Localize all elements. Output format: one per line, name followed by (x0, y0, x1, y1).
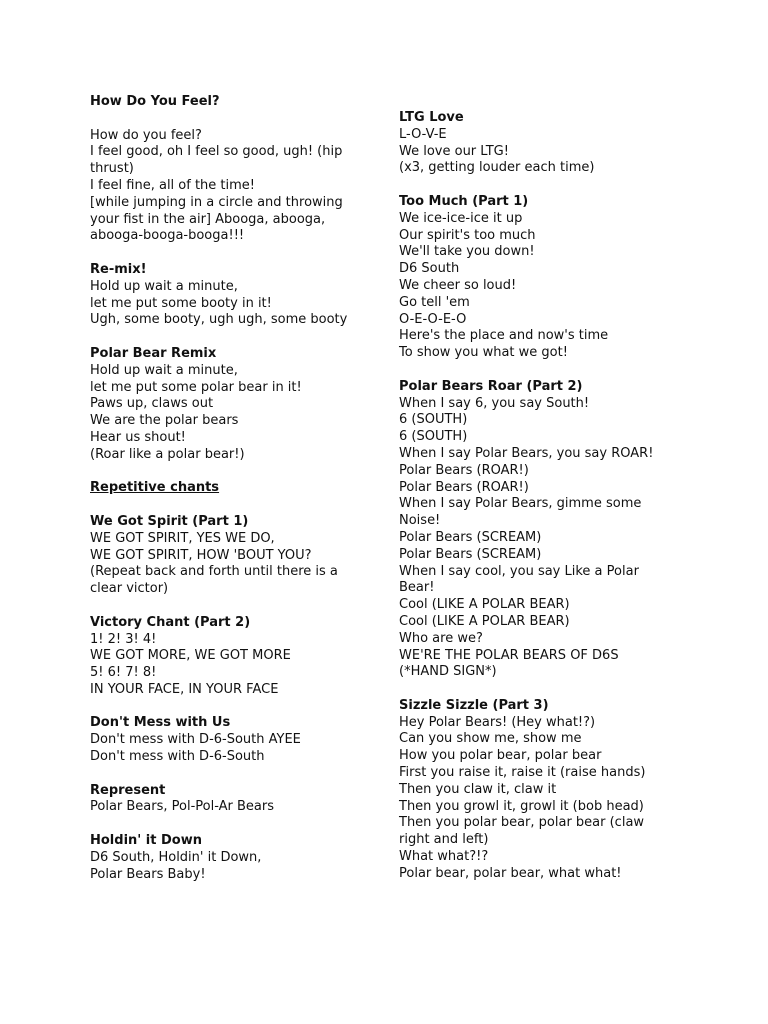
lyric-line: Hear us shout! (90, 429, 186, 445)
lyric-line: WE GOT SPIRIT, YES WE DO, (90, 530, 275, 546)
lyric-line: What what?!? (399, 849, 489, 865)
lyric-line: Ugh, some booty, ugh ugh, some booty (90, 312, 348, 328)
lyric-line: I feel good, oh I feel so good, ugh! (hip (90, 144, 343, 160)
section-title-how-do-you-feel: How Do You Feel? (90, 94, 220, 109)
lyric-line: Who are we? (399, 630, 483, 646)
lyric-line: Hey Polar Bears! (Hey what!?) (399, 714, 596, 730)
lyric-line: Paws up, claws out (90, 396, 214, 412)
lyric-line: D6 South, Holdin' it Down, (90, 849, 262, 865)
lyric-line: Hold up wait a minute, (90, 278, 238, 294)
lyric-line: right and left) (399, 832, 489, 848)
lyric-line: 6 (SOUTH) (399, 429, 468, 445)
lyric-line: Polar Bears Baby! (90, 866, 206, 882)
section-title-holdin-it-down: Holdin' it Down (90, 833, 202, 849)
lyric-line: To show you what we got! (399, 345, 568, 361)
section-title-we-got-spirit: We Got Spirit (Part 1) (90, 513, 249, 529)
lyric-line: WE GOT SPIRIT, HOW 'BOUT YOU? (90, 547, 312, 563)
lyric-line: 5! 6! 7! 8! (90, 665, 157, 681)
lyric-line: WE GOT MORE, WE GOT MORE (90, 648, 291, 664)
lyric-line: When I say Polar Bears, you say ROAR! (399, 445, 654, 461)
lyric-line: clear victor) (90, 581, 169, 597)
lyric-line: When I say cool, you say Like a Polar (399, 563, 639, 579)
section-title-sizzle-sizzle: Sizzle Sizzle (Part 3) (399, 697, 549, 713)
lyric-line: Polar Bears (SCREAM) (399, 529, 542, 545)
lyric-line: abooga-booga-booga!!! (90, 228, 245, 244)
lyric-line: Noise! (399, 513, 441, 529)
lyric-line: How you polar bear, polar bear (399, 748, 602, 764)
right-column (399, 110, 669, 883)
section-title-represent: Represent (90, 782, 166, 798)
lyric-line: 6 (SOUTH) (399, 412, 468, 428)
lyric-line: Cool (LIKE A POLAR BEAR) (399, 613, 570, 629)
section-title-too-much: Too Much (Part 1) (399, 193, 529, 209)
section-title-ltg-love: LTG Love (399, 110, 464, 125)
lyric-line: let me put some booty in it! (90, 295, 272, 311)
lyric-line: let me put some polar bear in it! (90, 379, 302, 395)
lyric-line: Then you growl it, growl it (bob head) (399, 798, 644, 814)
lyric-line: Our spirit's too much (399, 227, 536, 243)
lyric-line: your fist in the air] Abooga, abooga, (90, 211, 326, 227)
lyric-line: WE'RE THE POLAR BEARS OF D6S (399, 647, 619, 663)
lyric-line: When I say 6, you say South! (399, 395, 590, 411)
lyric-line: L-O-V-E (399, 126, 447, 142)
lyric-line: Don't mess with D-6-South AYEE (90, 732, 301, 748)
lyric-line: Then you claw it, claw it (399, 781, 557, 797)
lyric-line: Polar Bears (ROAR!) (399, 479, 529, 495)
lyric-line: Here's the place and now's time (399, 328, 609, 344)
lyric-line: Bear! (399, 580, 435, 596)
lyric-line: (Repeat back and forth until there is a (90, 564, 338, 580)
lyric-line: thrust) (90, 161, 134, 177)
section-title-polar-bears-roar: Polar Bears Roar (Part 2) (399, 378, 583, 394)
lyric-line: Polar Bears (SCREAM) (399, 546, 542, 562)
lyric-line: Cool (LIKE A POLAR BEAR) (399, 597, 570, 613)
lyric-line: Polar bear, polar bear, what what! (399, 865, 622, 881)
lyric-line: Then you polar bear, polar bear (claw (399, 815, 645, 831)
lyric-line: Polar Bears (ROAR!) (399, 462, 529, 478)
lyric-line: [while jumping in a circle and throwing (90, 194, 343, 210)
lyric-line: We love our LTG! (399, 143, 509, 159)
lyric-line: (Roar like a polar bear!) (90, 446, 245, 462)
lyric-line: We ice-ice-ice it up (399, 210, 523, 226)
lyric-line: D6 South (399, 261, 460, 277)
lyric-line: (x3, getting louder each time) (399, 160, 595, 176)
section-title-repetitive-chants: Repetitive chants (90, 480, 220, 496)
section-title-victory-chant: Victory Chant (Part 2) (90, 614, 251, 630)
lyric-line: (*HAND SIGN*) (399, 664, 497, 680)
lyric-line: 1! 2! 3! 4! (90, 631, 157, 647)
lyric-line: Can you show me, show me (399, 731, 582, 747)
section-title-remix: Re-mix! (90, 261, 147, 277)
lyric-line: We'll take you down! (399, 244, 535, 260)
lyric-line: We are the polar bears (90, 413, 239, 429)
section-title-polar-bear-remix: Polar Bear Remix (90, 345, 217, 361)
lyric-line: IN YOUR FACE, IN YOUR FACE (90, 681, 279, 697)
lyric-line: Go tell 'em (399, 294, 470, 310)
lyric-line: How do you feel? (90, 127, 202, 143)
section-title-dont-mess-with-us: Don't Mess with Us (90, 715, 231, 731)
lyric-line: We cheer so loud! (399, 277, 517, 293)
left-column (90, 94, 385, 883)
lyric-line: O-E-O-E-O (399, 311, 467, 327)
lyric-line: Polar Bears, Pol-Pol-Ar Bears (90, 799, 274, 815)
lyric-line: I feel fine, all of the time! (90, 177, 256, 193)
lyric-line: First you raise it, raise it (raise hands) (399, 765, 646, 781)
lyric-line: When I say Polar Bears, gimme some (399, 496, 642, 512)
lyric-line: Hold up wait a minute, (90, 362, 238, 378)
lyric-line: Don't mess with D-6-South (90, 749, 265, 765)
